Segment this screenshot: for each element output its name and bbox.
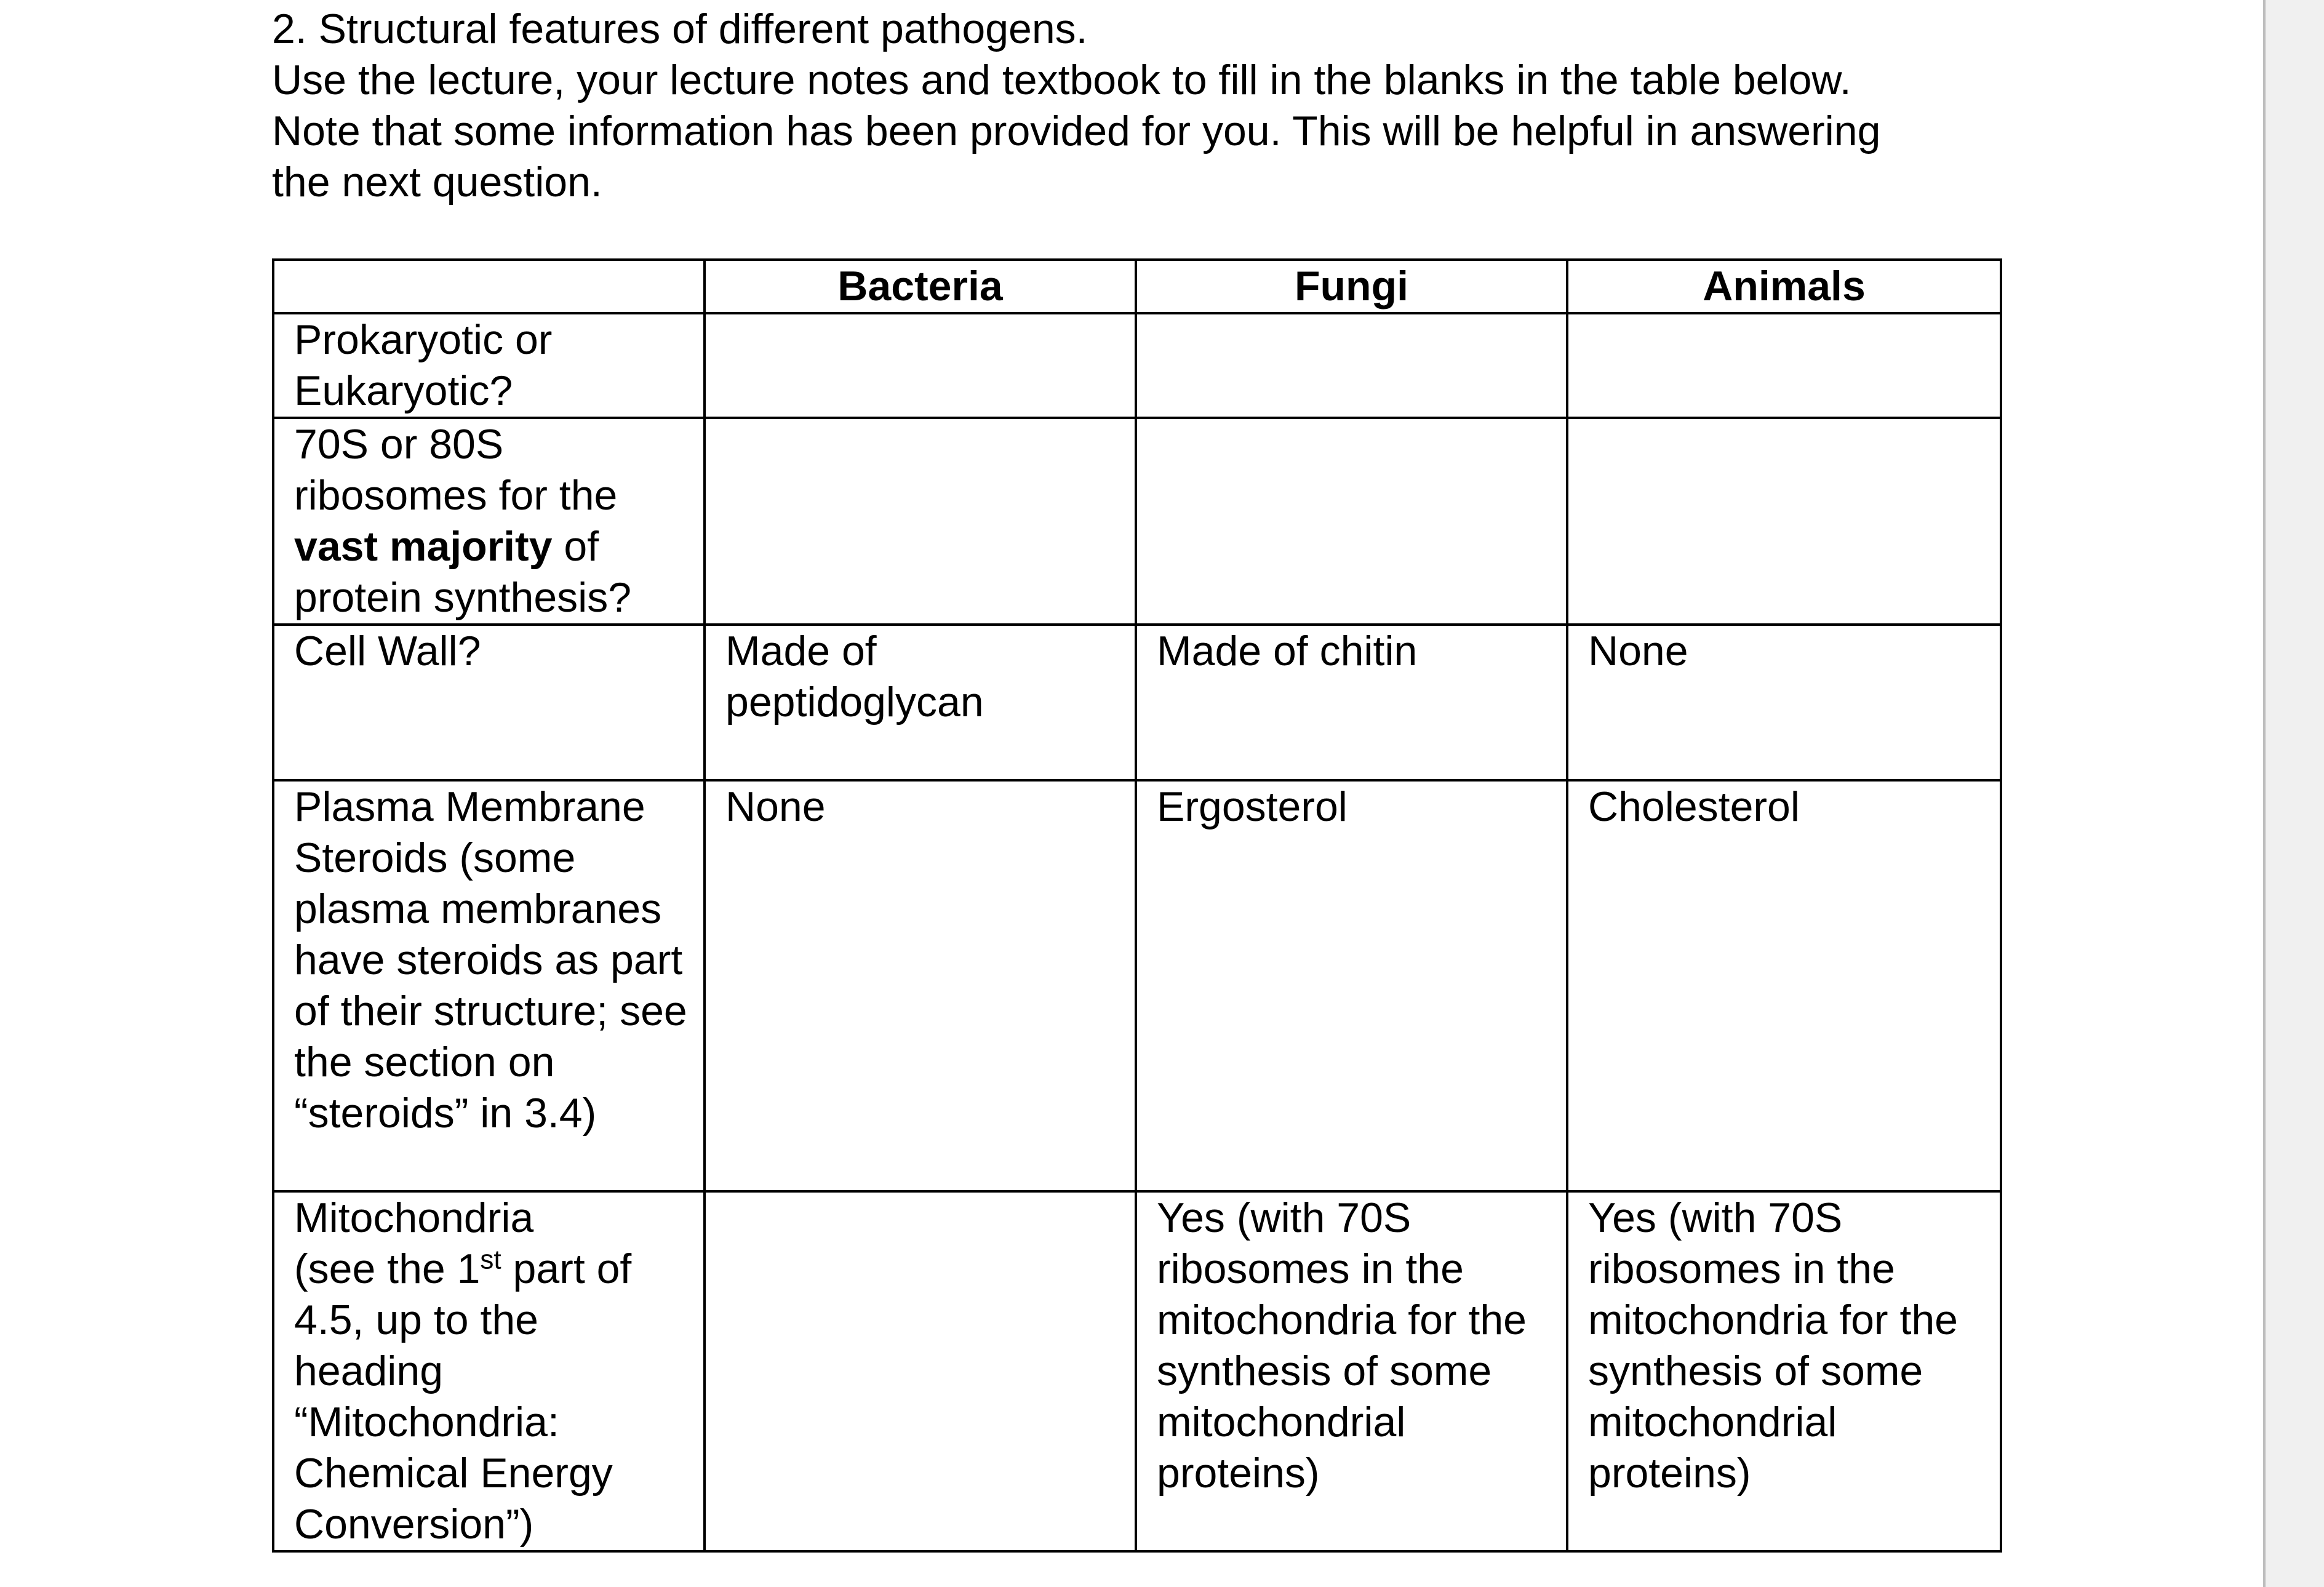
cell-animals-cell-wall: None	[1567, 625, 2001, 780]
table-row-membrane-steroids	[273, 780, 2001, 1191]
instruction-line: Use the lecture, your lecture notes and textbook to fill in the blanks in the table below.	[272, 57, 1851, 103]
row-label-mitochondria-title: Mitochondria	[294, 1194, 534, 1241]
pathogen-features-table	[272, 258, 2002, 1553]
cell-bacteria-ribosomes[interactable]	[705, 418, 1136, 625]
cell-bacteria-mitochondria[interactable]	[705, 1191, 1136, 1551]
row-label-ribosomes-emphasis: vast majority	[294, 523, 553, 570]
cell-fungi-prokaryotic[interactable]	[1136, 313, 1567, 418]
cell-animals-membrane-steroids: Cholesterol	[1567, 780, 2001, 1191]
row-label-cell-wall: Cell Wall?	[273, 625, 705, 780]
cell-animals-mitochondria: Yes (with 70S ribosomes in the mitochondria for the synthesis of some mitochondrial proteins)	[1567, 1191, 2001, 1551]
table-row-ribosomes	[273, 418, 2001, 625]
question-title: 2. Structural features of different pathogens.	[272, 6, 1088, 52]
instruction-line: Note that some information has been provided for you. This will be helpful in answering	[272, 108, 1881, 154]
cell-animals-ribosomes[interactable]	[1567, 418, 2001, 625]
row-label-mitochondria-text-end: part of 4.5, up to the heading “Mitochondria: Chemical Energy Conversion”)	[294, 1245, 632, 1548]
cell-bacteria-cell-wall: Made of peptidoglycan	[705, 625, 1136, 780]
row-label-ribosomes	[273, 418, 705, 625]
table-row-mitochondria	[273, 1191, 2001, 1551]
question-header	[272, 4, 2118, 208]
row-label-mitochondria	[273, 1191, 705, 1551]
cell-fungi-membrane-steroids: Ergosterol	[1136, 780, 1567, 1191]
row-label-ribosomes-text-end: of protein synthesis?	[294, 523, 632, 621]
table-row-prokaryotic	[273, 313, 2001, 418]
ordinal-suffix: st	[480, 1244, 501, 1275]
cell-fungi-cell-wall: Made of chitin	[1136, 625, 1567, 780]
cell-bacteria-membrane-steroids: None	[705, 780, 1136, 1191]
cell-animals-prokaryotic[interactable]	[1567, 313, 2001, 418]
instruction-line: the next question.	[272, 159, 602, 206]
table-row-cell-wall	[273, 625, 2001, 780]
cell-fungi-mitochondria: Yes (with 70S ribosomes in the mitochondria for the synthesis of some mitochondrial proteins)	[1136, 1191, 1567, 1551]
cell-bacteria-prokaryotic[interactable]	[705, 313, 1136, 418]
column-header-animals: Animals	[1567, 260, 2001, 313]
cell-fungi-ribosomes[interactable]	[1136, 418, 1567, 625]
column-header-bacteria: Bacteria	[705, 260, 1136, 313]
row-label-ribosomes-text: 70S or 80S ribosomes for the	[294, 421, 618, 519]
row-label-mitochondria-text: (see the 1	[294, 1245, 481, 1292]
row-label-prokaryotic: Prokaryotic or Eukaryotic?	[273, 313, 705, 418]
row-label-membrane-steroids: Plasma Membrane Steroids (some plasma membranes have steroids as part of their structure; see the section on “steroids” in 3.4)	[273, 780, 705, 1191]
header-corner-cell	[273, 260, 705, 313]
column-header-fungi: Fungi	[1136, 260, 1567, 313]
table-header-row	[273, 260, 2001, 313]
